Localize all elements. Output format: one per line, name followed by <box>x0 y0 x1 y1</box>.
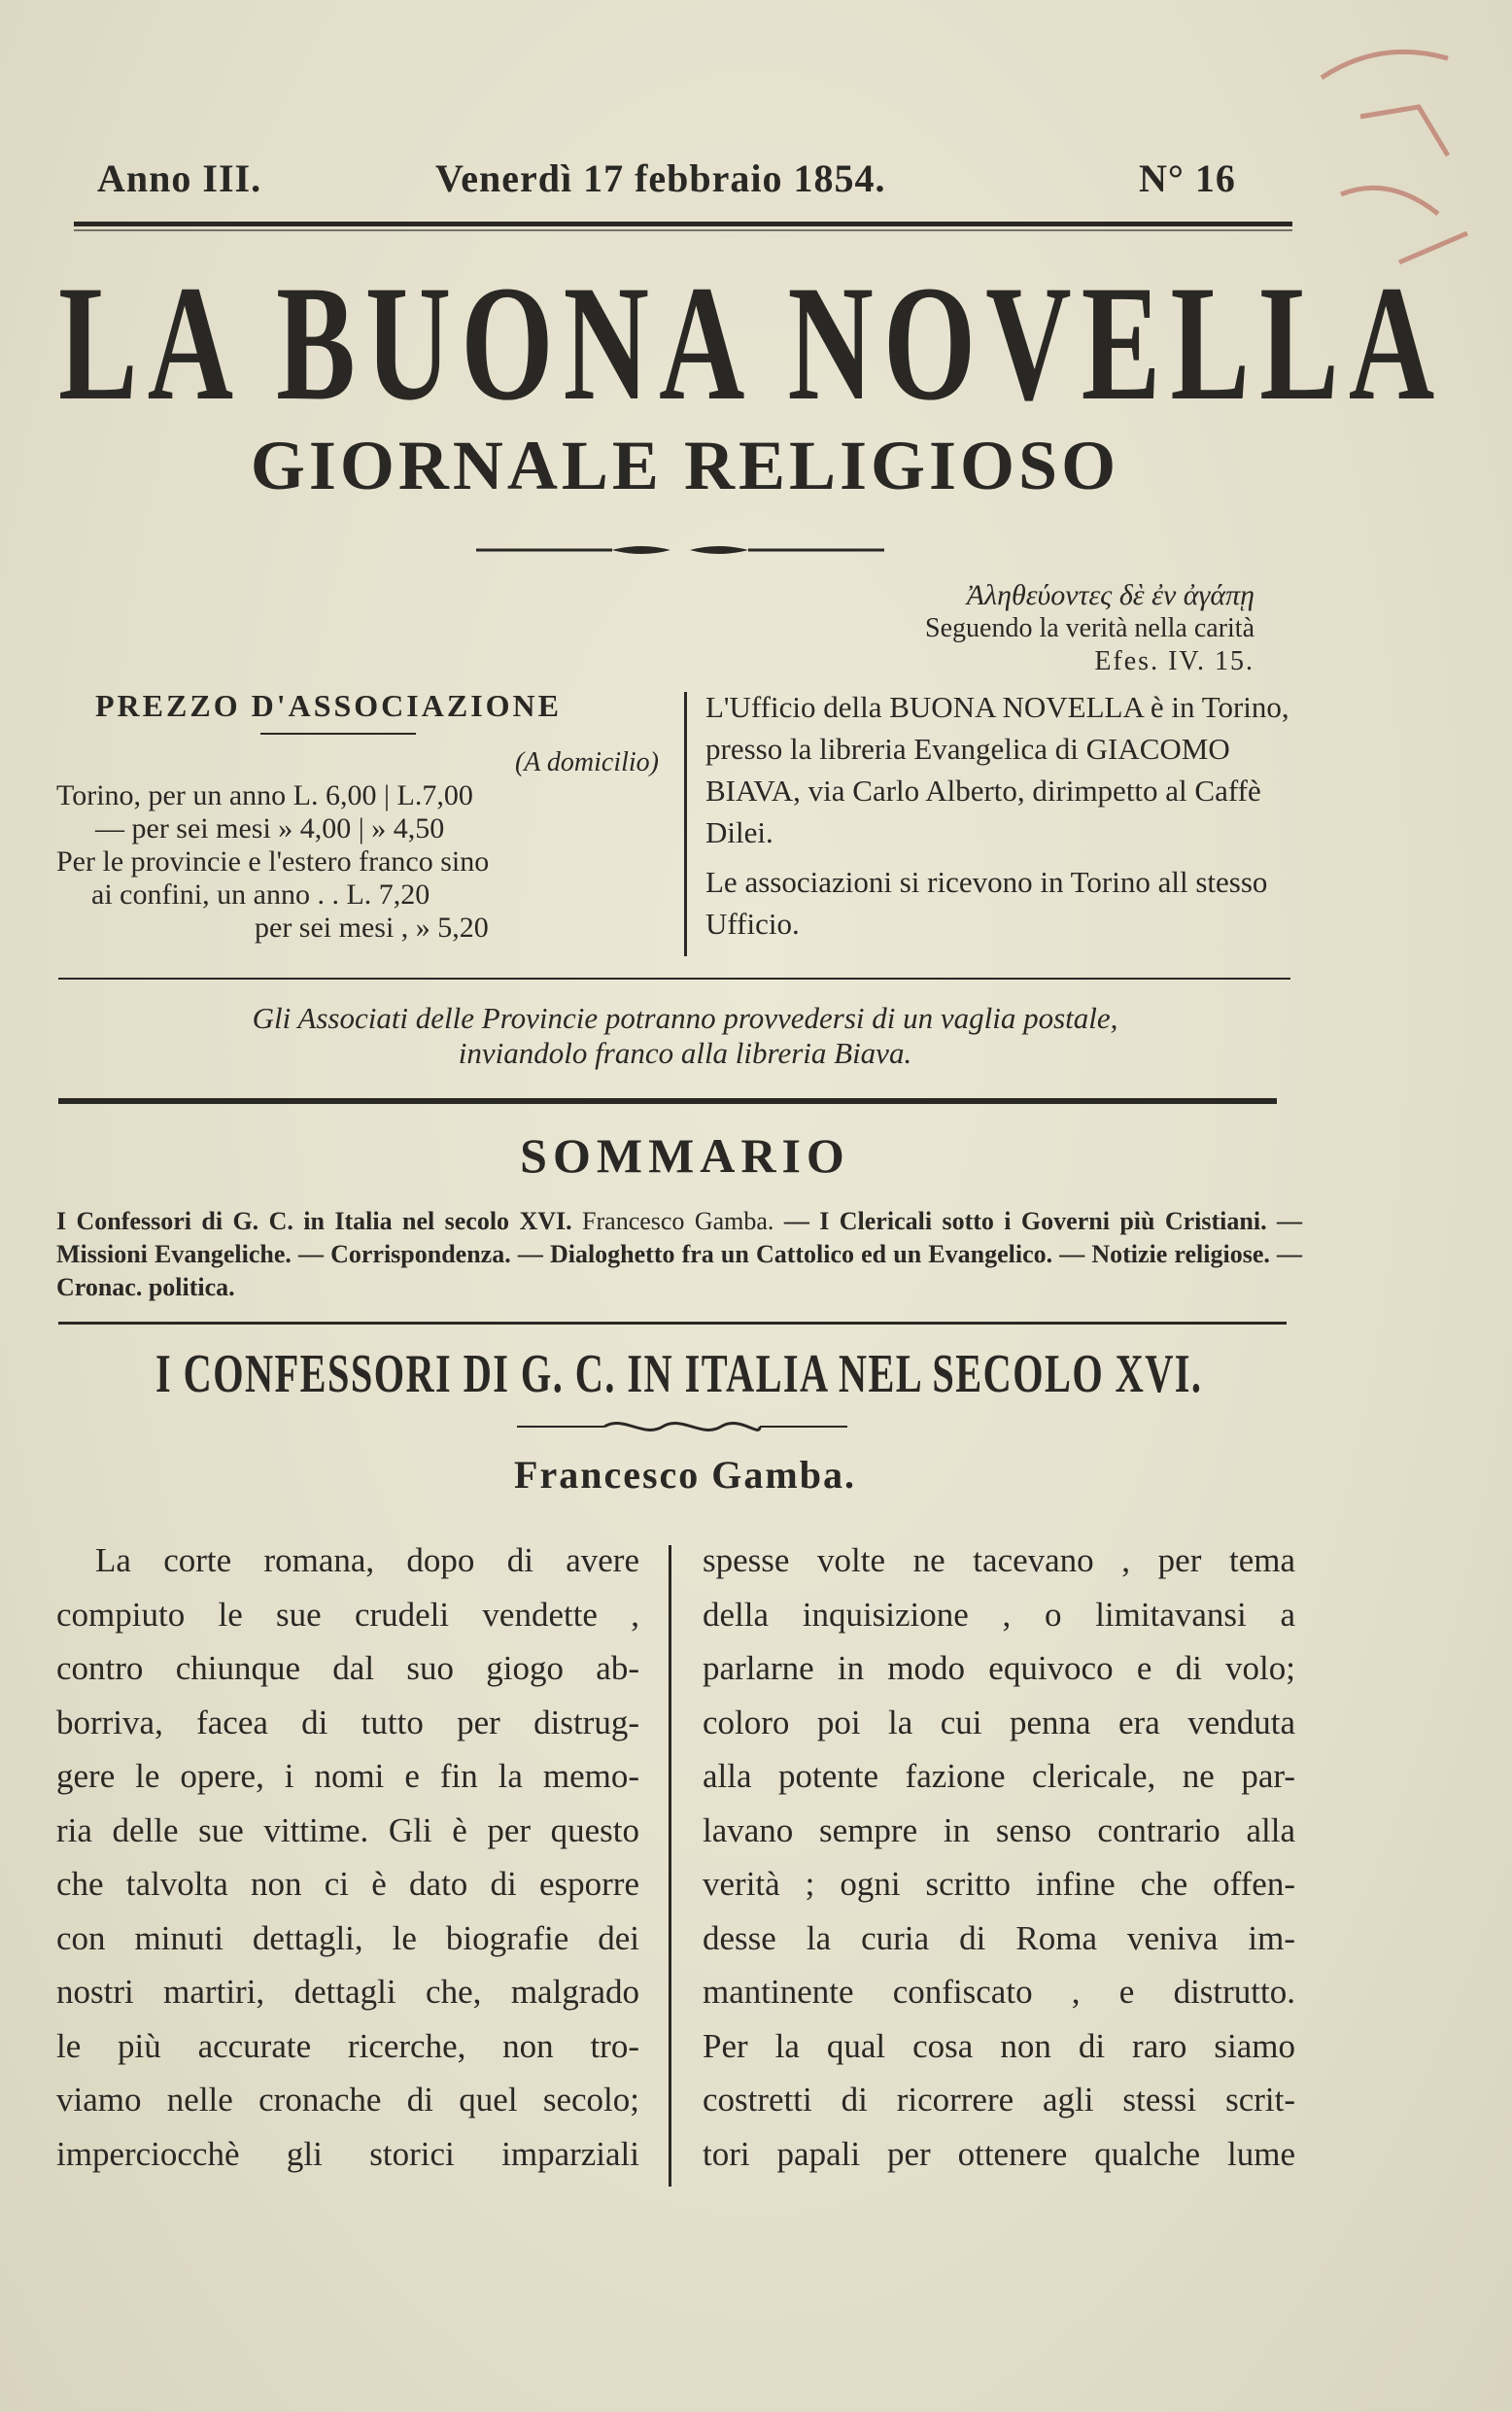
summary-part: Francesco Gamba. <box>571 1207 784 1235</box>
pricing-heading-rule <box>260 733 416 735</box>
pricing-divider <box>684 692 687 956</box>
header-rule <box>74 222 1292 226</box>
note-line: Gli Associati delle Provincie potranno provvedersi di un vaglia postale, <box>252 1001 1118 1035</box>
section-rule-heavy <box>58 1098 1277 1104</box>
epigraph-greek: Ἀληθεύοντες δὲ ἐν ἀγάπῃ <box>966 579 1254 611</box>
text-line: compiuto le sue crudeli vendette , <box>56 1595 639 1634</box>
pricing-row: Torino, per un anno L. 6,00 | L.7,00 <box>56 779 473 811</box>
text-line: verità ; ogni scritto infine che offen- <box>703 1865 1295 1903</box>
text-line: con minuti dettagli, le biografie dei <box>56 1918 639 1957</box>
text-line: della inquisizione , o limitavansi a <box>703 1595 1295 1634</box>
article-subtitle: Francesco Gamba. <box>514 1453 856 1497</box>
pricing-row: per sei mesi , » 5,20 <box>255 912 489 944</box>
article-column-left <box>56 1533 639 2181</box>
header-rule-thin <box>74 229 1292 231</box>
summary-part: — I Clericali sotto i Governi più Cristiani. — Missioni Evangeliche. — Corrispondenza. — Dialoghetto fra un Cattolico ed un Evangelico. — Notizie religiose. — Cronac. politica. <box>56 1207 1302 1301</box>
masthead-title: LA BUONA NOVELLA <box>58 252 1445 434</box>
epigraph-reference: Efes. IV. 15. <box>1094 646 1254 676</box>
text-line: ria delle sue vittime. Gli è per questo <box>56 1810 639 1849</box>
text-line: borriva, facea di tutto per distrug- <box>56 1703 639 1741</box>
text-line: tori papali per ottenere qualche lume <box>703 2134 1295 2173</box>
text-line: parlarne in modo equivoco e di volo; <box>703 1649 1295 1687</box>
text-line: spesse volte ne tacevano , per tema <box>703 1541 1295 1579</box>
column-divider <box>669 1545 671 2187</box>
text-line: mantinente confiscato , e distrutto. <box>703 1973 1295 2011</box>
text-line: nostri martiri, dettagli che, malgrado <box>56 1973 639 2011</box>
epigraph <box>925 579 1254 678</box>
text-line: gere le opere, i nomi e fin la memo- <box>56 1757 639 1795</box>
issue-year: Anno III. <box>97 156 262 200</box>
office-paragraph: Le associazioni si ricevono in Torino all stesso Ufficio. <box>705 865 1268 941</box>
text-line: che talvolta non ci è dato di esporre <box>56 1865 639 1903</box>
summary-text <box>56 1205 1302 1304</box>
library-stamp-icon <box>1302 19 1496 330</box>
epigraph-italian: Seguendo la verità nella carità <box>925 613 1254 643</box>
summary-rule <box>58 1322 1287 1325</box>
summary-part: I Confessori di G. C. in Italia nel secolo XVI. <box>56 1207 572 1235</box>
summary-heading: SOMMARIO <box>520 1128 850 1183</box>
pricing-table <box>56 746 659 945</box>
section-rule <box>58 978 1290 980</box>
note-line: inviandolo franco alla libreria Biava. <box>458 1036 912 1070</box>
office-info <box>705 686 1298 952</box>
masthead-subtitle: GIORNALE RELIGIOSO <box>250 427 1120 504</box>
text-line: coloro poi la cui penna era venduta <box>703 1703 1295 1741</box>
pricing-row: ai confini, un anno . . L. 7,20 <box>91 879 430 911</box>
text-line: imperciocchè gli storici imparziali <box>56 2134 639 2173</box>
text-line: costretti di ricorrere agli stessi scrit- <box>703 2081 1295 2119</box>
pricing-domicile-label: (A domicilio) <box>514 747 659 777</box>
issue-number: N° 16 <box>1139 156 1236 200</box>
text-line: viamo nelle cronache di quel secolo; <box>56 2081 639 2119</box>
office-paragraph: L'Ufficio della BUONA NOVELLA è in Torino, presso la libreria Evangelica di GIACOMO BIAVA, via Carlo Alberto, dirimpetto al Caffè Dilei. <box>705 690 1289 849</box>
text-line: desse la curia di Roma veniva im- <box>703 1918 1295 1957</box>
subscriber-note <box>58 1001 1312 1071</box>
issue-date: Venerdì 17 febbraio 1854. <box>435 156 886 200</box>
text-line: contro chiunque dal suo giogo ab- <box>56 1649 639 1687</box>
text-line: La corte romana, dopo di avere <box>95 1541 639 1579</box>
pricing-row: — per sei mesi » 4,00 | » 4,50 <box>95 812 445 844</box>
article-flourish <box>517 1415 847 1438</box>
text-line: le più accurate ricerche, non tro- <box>56 2026 639 2065</box>
article-title: I CONFESSORI DI G. C. IN ITALIA NEL SECOLO XVI. <box>155 1344 1203 1404</box>
pricing-row: Per le provincie e l'estero franco sino <box>56 845 490 878</box>
article-column-right <box>703 1533 1295 2181</box>
text-line: lavano sempre in senso contrario alla <box>703 1810 1295 1849</box>
text-line: alla potente fazione clericale, ne par- <box>703 1757 1295 1795</box>
masthead-flourish <box>476 540 884 560</box>
pricing-heading: PREZZO D'ASSOCIAZIONE <box>95 688 562 723</box>
text-line: Per la qual cosa non di raro siamo <box>703 2026 1295 2065</box>
